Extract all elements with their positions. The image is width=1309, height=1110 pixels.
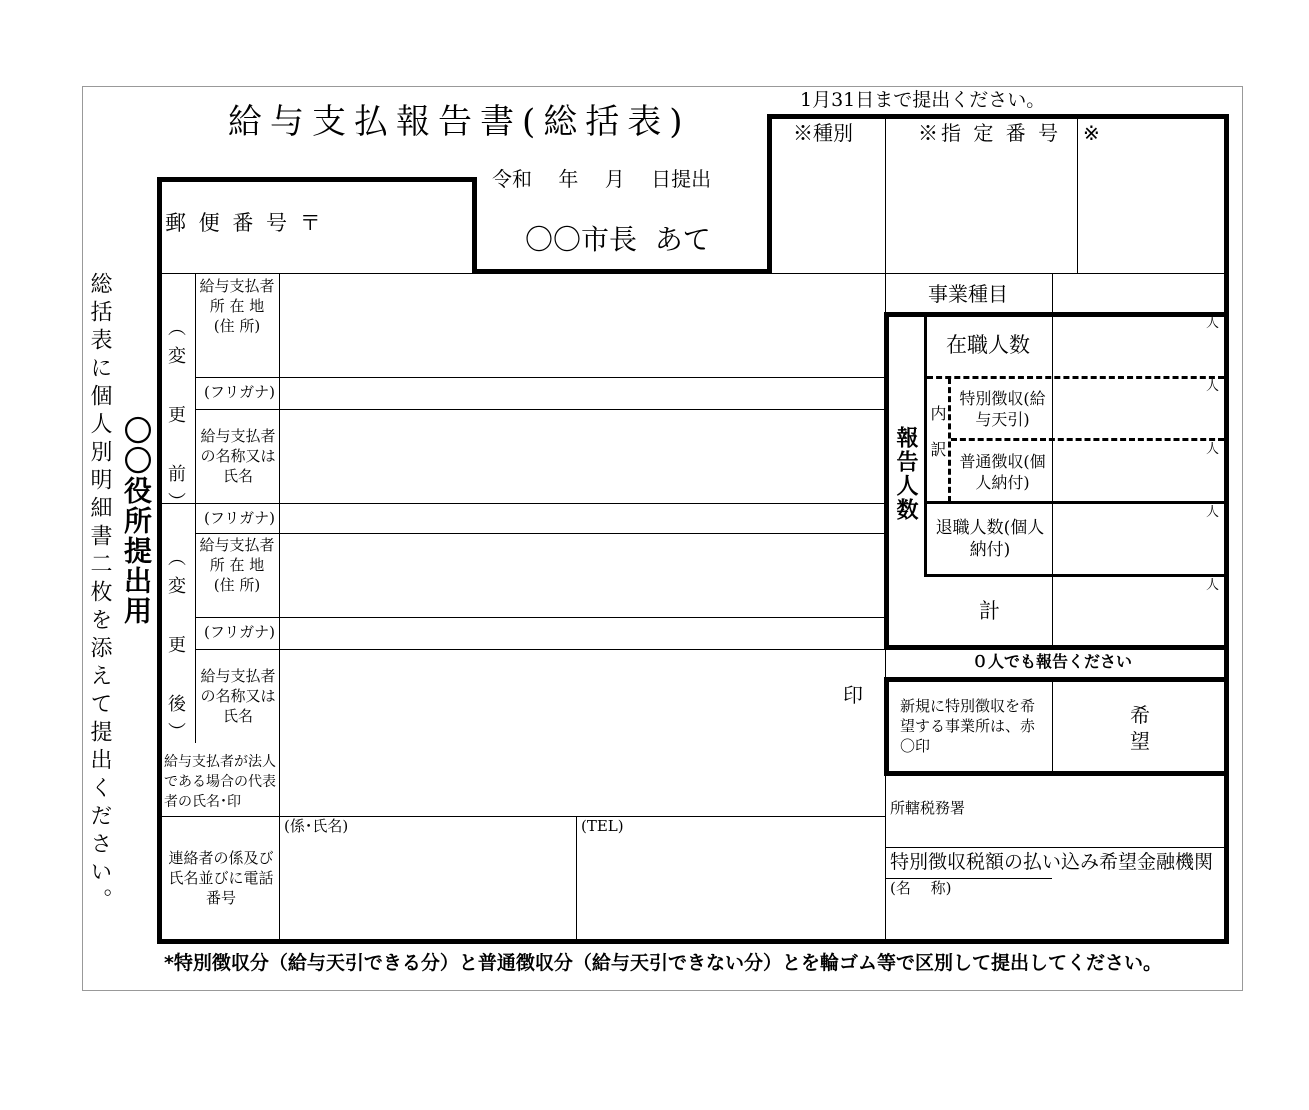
bank-label: 特別徴収税額の払い込み希望金融機関 (890, 851, 1214, 873)
employed-label: 在職人数 (946, 333, 1030, 357)
ordinary-count-field[interactable] (1053, 441, 1203, 501)
representative-label: 給与支払者が法人である場合の代表者の氏名･印 (164, 754, 276, 810)
deadline-note: 1月31日まで提出ください。 (800, 89, 1046, 111)
address-label-before: 給与支払者 所 在 地 (住 所) (199, 277, 275, 335)
retired-label: 退職人数(個人納付) (935, 518, 1045, 560)
employed-count-field[interactable] (1053, 317, 1203, 376)
furigana-after-address-field[interactable] (280, 504, 885, 533)
tax-office-field[interactable] (886, 776, 1224, 846)
attachment-note: 総括表に個人別明細書二枚を添えて提出ください。 (87, 272, 112, 916)
unit-label: 人 (1206, 316, 1220, 331)
type-label: ※種別 (793, 121, 853, 145)
mark: ※ (1083, 121, 1100, 145)
retired-count-field[interactable] (1053, 504, 1203, 574)
contact-name-label: (係･氏名) (284, 817, 349, 835)
furigana-label: (フリガナ) (204, 383, 275, 401)
bank-name-label: (名 称) (890, 879, 952, 897)
unit-label: 人 (1206, 442, 1220, 457)
date-line: 令和 年 月 日提出 (492, 167, 712, 191)
contact-name-field[interactable] (280, 817, 576, 939)
type-field[interactable] (772, 119, 885, 273)
form-title: 給与支払報告書(総括表) (228, 102, 691, 142)
designation-label: ※指 定 番 号 (918, 121, 1062, 145)
seal-mark: 印 (843, 683, 863, 707)
furigana-before-field[interactable] (280, 378, 885, 409)
furigana-label: (フリガナ) (204, 509, 275, 527)
postal-code-field[interactable] (320, 185, 470, 269)
addressee: 〇〇市長 あて (525, 223, 711, 256)
tax-office-label: 所轄税務署 (890, 799, 966, 817)
after-change-label: （変 更 後） (165, 548, 186, 750)
name-before-field[interactable] (280, 410, 885, 503)
hope-option[interactable]: 希望 (1130, 703, 1150, 753)
bank-name-field[interactable] (886, 879, 1224, 939)
business-type-label: 事業種目 (928, 282, 1008, 306)
name-label-after: 給与支払者の名称又は氏名 (200, 667, 276, 725)
contact-tel-label: (TEL) (581, 817, 624, 835)
total-label: 計 (979, 599, 1000, 623)
address-before-field[interactable] (280, 274, 885, 377)
unit-label: 人 (1206, 505, 1220, 520)
designation-field[interactable] (886, 119, 1077, 273)
special-count-field[interactable] (1053, 379, 1203, 438)
before-change-label: （変 更 前） (165, 318, 186, 520)
new-special-label: 新規に特別徴収を希望する事業所は、赤〇印 (900, 697, 1036, 755)
contact-tel-field[interactable] (577, 817, 885, 939)
name-after-field[interactable] (280, 650, 885, 816)
contact-label: 連絡者の係及び氏名並びに電話番号 (168, 849, 274, 907)
office-copy-label: 〇〇役所提出用 (120, 416, 153, 626)
footer-note: *特別徴収分（給与天引できる分）と普通徴収分（給与天引できない分）とを輪ゴム等で区別して提出してください。 (164, 952, 1162, 974)
breakdown-label: 内訳 (928, 405, 947, 477)
ordinary-collection-label: 普通徴収(個人納付) (959, 452, 1046, 492)
special-collection-label: 特別徴収(給与天引) (959, 389, 1046, 429)
furigana-label: (フリガナ) (204, 623, 275, 641)
unit-label: 人 (1206, 578, 1220, 593)
report-count-label: 報告人数 (893, 426, 918, 522)
total-count-field[interactable] (1053, 577, 1203, 645)
postal-code-label: 郵 便 番 号 〒 (165, 211, 324, 235)
furigana-after-field[interactable] (280, 618, 885, 649)
zero-report-notice: ０人でも報告ください (972, 652, 1133, 671)
unit-label: 人 (1206, 379, 1220, 394)
address-after-field[interactable] (280, 534, 885, 617)
business-type-field[interactable] (1053, 274, 1224, 312)
name-label-before: 給与支払者の名称又は氏名 (200, 427, 276, 485)
address-label-after: 給与支払者 所 在 地 (住 所) (199, 536, 275, 594)
